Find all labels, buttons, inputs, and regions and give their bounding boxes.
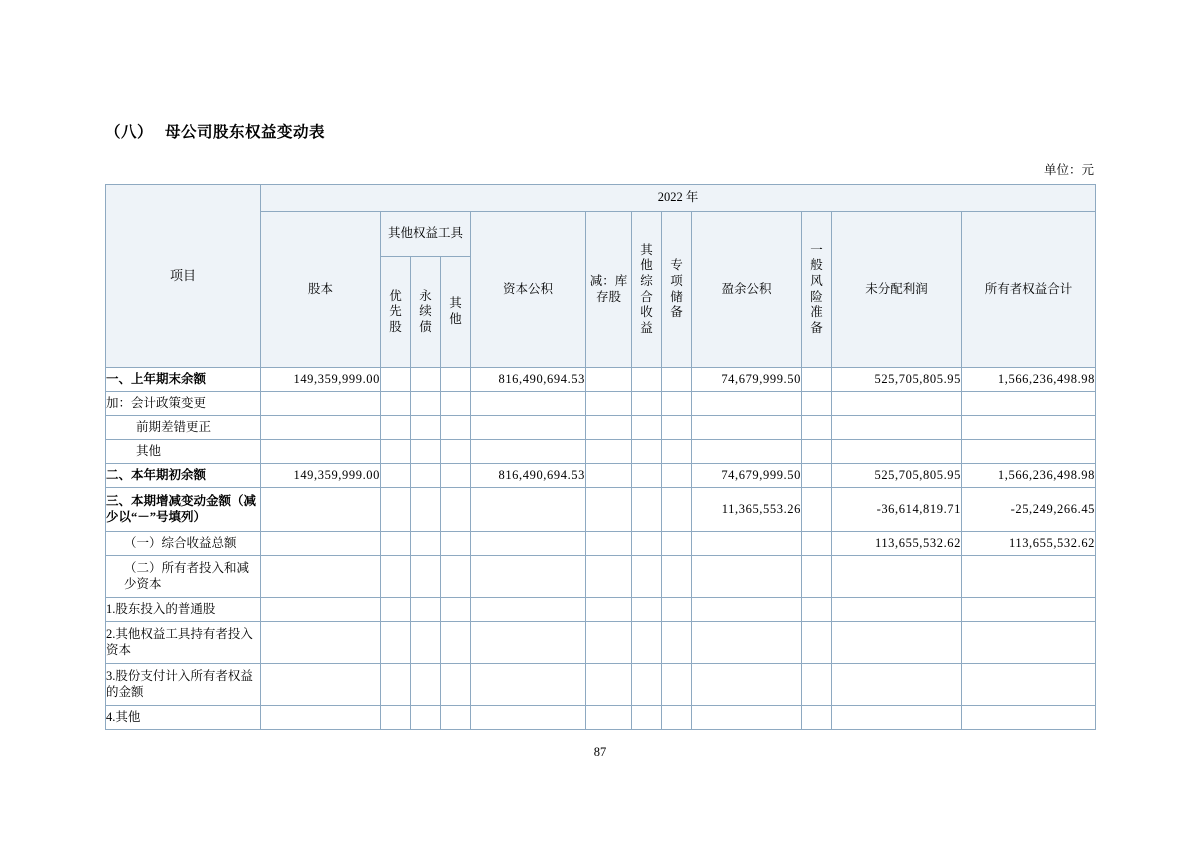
cell-preferred-stock xyxy=(381,488,411,532)
cell-share-capital xyxy=(261,532,381,556)
cell-preferred-stock xyxy=(381,416,411,440)
cell-general-risk-reserve xyxy=(802,622,832,664)
cell-capital-reserve xyxy=(471,416,586,440)
table-row xyxy=(106,368,1096,392)
cell-undistributed-profit xyxy=(832,416,962,440)
cell-perpetual-bond xyxy=(411,664,441,706)
cell-other-instrument xyxy=(441,464,471,488)
cell-capital-reserve xyxy=(471,392,586,416)
cell-capital-reserve xyxy=(471,664,586,706)
row-label: 其他 xyxy=(106,440,261,464)
cell-oci xyxy=(632,392,662,416)
row-label: （一）综合收益总额 xyxy=(106,532,261,556)
cell-share-capital: 149,359,999.00 xyxy=(261,368,381,392)
cell-oci xyxy=(632,598,662,622)
table-row xyxy=(106,392,1096,416)
header-undistributed-profit: 未分配利润 xyxy=(832,212,962,368)
cell-special-reserve xyxy=(662,440,692,464)
cell-share-capital xyxy=(261,598,381,622)
cell-general-risk-reserve xyxy=(802,488,832,532)
cell-total-equity xyxy=(962,622,1096,664)
cell-perpetual-bond xyxy=(411,598,441,622)
owners-equity-change-table xyxy=(105,184,1096,730)
row-label: （二）所有者投入和减少资本 xyxy=(106,556,261,598)
cell-capital-reserve xyxy=(471,532,586,556)
cell-special-reserve xyxy=(662,706,692,730)
page-number: 87 xyxy=(593,745,607,759)
cell-undistributed-profit: -36,614,819.71 xyxy=(832,488,962,532)
cell-capital-reserve: 816,490,694.53 xyxy=(471,368,586,392)
cell-special-reserve xyxy=(662,488,692,532)
cell-total-equity: 113,655,532.62 xyxy=(962,532,1096,556)
cell-preferred-stock xyxy=(381,706,411,730)
cell-other-instrument xyxy=(441,488,471,532)
cell-other-instrument xyxy=(441,598,471,622)
cell-general-risk-reserve xyxy=(802,706,832,730)
cell-general-risk-reserve xyxy=(802,392,832,416)
cell-general-risk-reserve xyxy=(802,440,832,464)
page-content xyxy=(105,120,1095,730)
table-row xyxy=(106,416,1096,440)
cell-other-instrument xyxy=(441,392,471,416)
section-heading xyxy=(105,120,1095,142)
cell-share-capital: 149,359,999.00 xyxy=(261,464,381,488)
cell-preferred-stock xyxy=(381,598,411,622)
section-number: （八） xyxy=(105,124,154,141)
table-row xyxy=(106,464,1096,488)
cell-preferred-stock xyxy=(381,556,411,598)
cell-treasury-stock xyxy=(586,556,632,598)
cell-surplus-reserve xyxy=(692,392,802,416)
cell-treasury-stock xyxy=(586,622,632,664)
cell-share-capital xyxy=(261,488,381,532)
table-row xyxy=(106,598,1096,622)
table-row xyxy=(106,532,1096,556)
cell-total-equity xyxy=(962,556,1096,598)
cell-surplus-reserve xyxy=(692,556,802,598)
header-year: 2022 年 xyxy=(261,185,1096,212)
row-label: 前期差错更正 xyxy=(106,416,261,440)
cell-preferred-stock xyxy=(381,464,411,488)
cell-general-risk-reserve xyxy=(802,664,832,706)
header-other-comprehensive-income: 其他综合收益 xyxy=(632,212,662,368)
cell-special-reserve xyxy=(662,416,692,440)
header-other-instrument: 其他 xyxy=(441,257,471,368)
cell-perpetual-bond xyxy=(411,392,441,416)
cell-share-capital xyxy=(261,556,381,598)
cell-treasury-stock xyxy=(586,532,632,556)
cell-undistributed-profit: 525,705,805.95 xyxy=(832,368,962,392)
cell-perpetual-bond xyxy=(411,440,441,464)
row-label: 2.其他权益工具持有者投入资本 xyxy=(106,622,261,664)
cell-treasury-stock xyxy=(586,706,632,730)
header-total-owners-equity: 所有者权益合计 xyxy=(962,212,1096,368)
cell-total-equity xyxy=(962,664,1096,706)
cell-treasury-stock xyxy=(586,440,632,464)
cell-surplus-reserve xyxy=(692,622,802,664)
table-row xyxy=(106,706,1096,730)
cell-perpetual-bond xyxy=(411,368,441,392)
row-label: 三、本期增减变动金额（减少以“－”号填列） xyxy=(106,488,261,532)
cell-oci xyxy=(632,664,662,706)
cell-special-reserve xyxy=(662,368,692,392)
table-row xyxy=(106,440,1096,464)
cell-general-risk-reserve xyxy=(802,556,832,598)
cell-treasury-stock xyxy=(586,664,632,706)
cell-total-equity: 1,566,236,498.98 xyxy=(962,464,1096,488)
cell-surplus-reserve xyxy=(692,598,802,622)
cell-other-instrument xyxy=(441,556,471,598)
cell-share-capital xyxy=(261,392,381,416)
cell-perpetual-bond xyxy=(411,706,441,730)
row-label: 加：会计政策变更 xyxy=(106,392,261,416)
cell-total-equity: 1,566,236,498.98 xyxy=(962,368,1096,392)
cell-perpetual-bond xyxy=(411,622,441,664)
cell-preferred-stock xyxy=(381,368,411,392)
table-row xyxy=(106,664,1096,706)
header-preferred-stock: 优先股 xyxy=(381,257,411,368)
table-body xyxy=(106,368,1096,730)
row-label: 一、上年期末余额 xyxy=(106,368,261,392)
cell-general-risk-reserve xyxy=(802,416,832,440)
header-item: 项目 xyxy=(106,185,261,368)
header-other-equity-instruments: 其他权益工具 xyxy=(381,212,471,257)
cell-share-capital xyxy=(261,706,381,730)
cell-share-capital xyxy=(261,440,381,464)
cell-special-reserve xyxy=(662,598,692,622)
cell-treasury-stock xyxy=(586,488,632,532)
cell-treasury-stock xyxy=(586,598,632,622)
cell-treasury-stock xyxy=(586,464,632,488)
table-row xyxy=(106,556,1096,598)
unit-label: 单位：元 xyxy=(1043,163,1094,177)
cell-total-equity xyxy=(962,416,1096,440)
header-capital-reserve: 资本公积 xyxy=(471,212,586,368)
cell-total-equity xyxy=(962,706,1096,730)
cell-special-reserve xyxy=(662,556,692,598)
header-general-risk-reserve: 一般风险准备 xyxy=(802,212,832,368)
cell-oci xyxy=(632,416,662,440)
header-special-reserve: 专项储备 xyxy=(662,212,692,368)
cell-surplus-reserve xyxy=(692,416,802,440)
cell-perpetual-bond xyxy=(411,464,441,488)
cell-preferred-stock xyxy=(381,622,411,664)
cell-undistributed-profit xyxy=(832,706,962,730)
cell-total-equity xyxy=(962,392,1096,416)
cell-capital-reserve xyxy=(471,440,586,464)
row-label: 二、本年期初余额 xyxy=(106,464,261,488)
cell-undistributed-profit xyxy=(832,664,962,706)
cell-capital-reserve xyxy=(471,598,586,622)
table-header xyxy=(106,185,1096,368)
cell-capital-reserve xyxy=(471,706,586,730)
cell-undistributed-profit: 113,655,532.62 xyxy=(832,532,962,556)
cell-total-equity xyxy=(962,598,1096,622)
cell-capital-reserve: 816,490,694.53 xyxy=(471,464,586,488)
cell-general-risk-reserve xyxy=(802,532,832,556)
cell-other-instrument xyxy=(441,416,471,440)
cell-oci xyxy=(632,368,662,392)
cell-total-equity: -25,249,266.45 xyxy=(962,488,1096,532)
header-surplus-reserve: 盈余公积 xyxy=(692,212,802,368)
cell-oci xyxy=(632,556,662,598)
cell-capital-reserve xyxy=(471,622,586,664)
header-row-year xyxy=(106,185,1096,212)
cell-treasury-stock xyxy=(586,368,632,392)
cell-preferred-stock xyxy=(381,664,411,706)
cell-oci xyxy=(632,532,662,556)
cell-general-risk-reserve xyxy=(802,368,832,392)
header-share-capital: 股本 xyxy=(261,212,381,368)
cell-preferred-stock xyxy=(381,532,411,556)
cell-undistributed-profit xyxy=(832,440,962,464)
cell-surplus-reserve xyxy=(692,532,802,556)
cell-oci xyxy=(632,464,662,488)
cell-share-capital xyxy=(261,664,381,706)
cell-special-reserve xyxy=(662,622,692,664)
cell-special-reserve xyxy=(662,464,692,488)
cell-surplus-reserve: 11,365,553.26 xyxy=(692,488,802,532)
cell-perpetual-bond xyxy=(411,416,441,440)
cell-perpetual-bond xyxy=(411,532,441,556)
cell-undistributed-profit xyxy=(832,392,962,416)
cell-treasury-stock xyxy=(586,416,632,440)
cell-other-instrument xyxy=(441,664,471,706)
cell-capital-reserve xyxy=(471,556,586,598)
cell-special-reserve xyxy=(662,664,692,706)
cell-special-reserve xyxy=(662,532,692,556)
cell-other-instrument xyxy=(441,532,471,556)
cell-other-instrument xyxy=(441,368,471,392)
cell-total-equity xyxy=(962,440,1096,464)
section-title-text: 母公司股东权益变动表 xyxy=(165,124,326,141)
cell-surplus-reserve xyxy=(692,664,802,706)
cell-undistributed-profit xyxy=(832,598,962,622)
row-label: 1.股东投入的普通股 xyxy=(106,598,261,622)
table-row xyxy=(106,622,1096,664)
cell-share-capital xyxy=(261,416,381,440)
cell-undistributed-profit xyxy=(832,556,962,598)
cell-perpetual-bond xyxy=(411,488,441,532)
cell-surplus-reserve xyxy=(692,706,802,730)
cell-other-instrument xyxy=(441,706,471,730)
cell-capital-reserve xyxy=(471,488,586,532)
cell-oci xyxy=(632,622,662,664)
cell-general-risk-reserve xyxy=(802,598,832,622)
header-less-treasury-stock: 减：库存股 xyxy=(586,212,632,368)
row-label: 4.其他 xyxy=(106,706,261,730)
cell-surplus-reserve: 74,679,999.50 xyxy=(692,368,802,392)
cell-oci xyxy=(632,440,662,464)
cell-oci xyxy=(632,706,662,730)
cell-other-instrument xyxy=(441,622,471,664)
cell-preferred-stock xyxy=(381,392,411,416)
cell-general-risk-reserve xyxy=(802,464,832,488)
cell-treasury-stock xyxy=(586,392,632,416)
cell-surplus-reserve: 74,679,999.50 xyxy=(692,464,802,488)
cell-surplus-reserve xyxy=(692,440,802,464)
row-label: 3.股份支付计入所有者权益的金额 xyxy=(106,664,261,706)
cell-special-reserve xyxy=(662,392,692,416)
cell-perpetual-bond xyxy=(411,556,441,598)
table-row xyxy=(106,488,1096,532)
cell-undistributed-profit xyxy=(832,622,962,664)
cell-other-instrument xyxy=(441,440,471,464)
cell-preferred-stock xyxy=(381,440,411,464)
header-perpetual-bond: 永续债 xyxy=(411,257,441,368)
cell-share-capital xyxy=(261,622,381,664)
cell-undistributed-profit: 525,705,805.95 xyxy=(832,464,962,488)
cell-oci xyxy=(632,488,662,532)
